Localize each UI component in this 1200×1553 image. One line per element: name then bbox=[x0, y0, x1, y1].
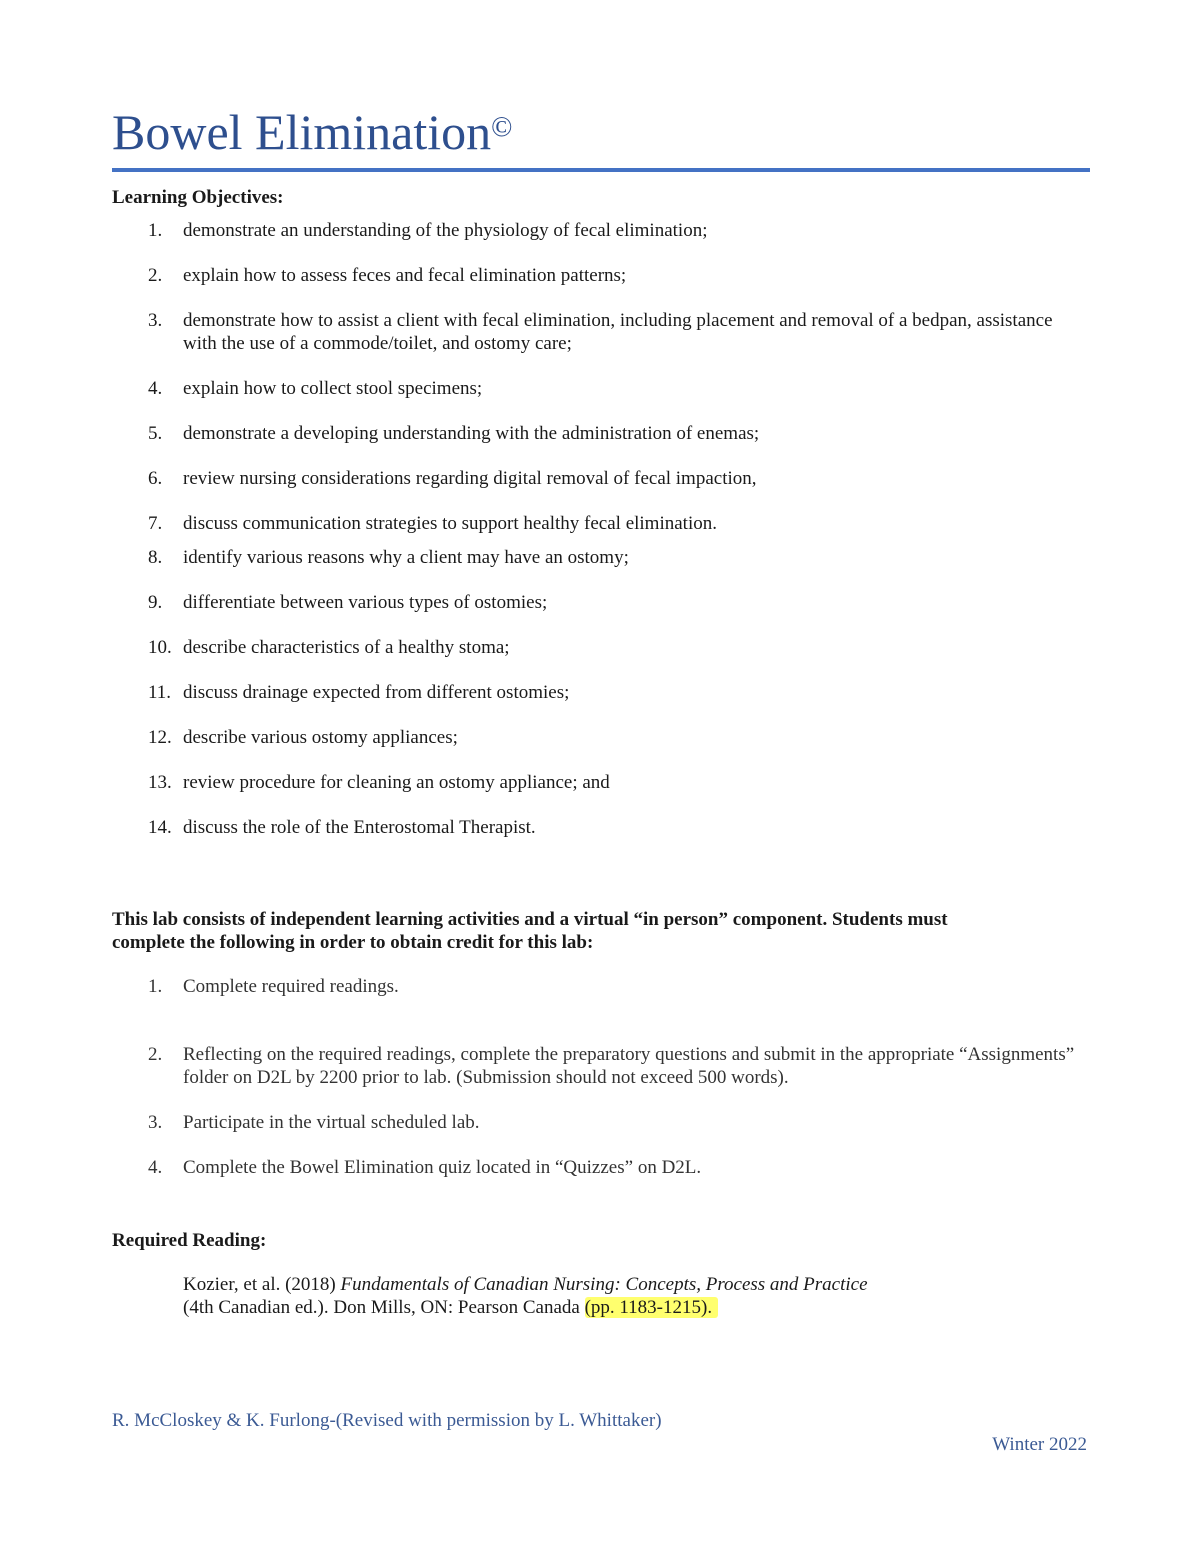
reference-publisher: (4th Canadian ed.). Don Mills, ON: Pearson Canada bbox=[183, 1297, 585, 1318]
lab-intro: This lab consists of independent learning activities and a virtual “in person” component. Students must complete the following in order to obtain credit for this lab: bbox=[112, 909, 948, 953]
objective-item-number: 9. bbox=[148, 592, 163, 613]
objective-item-number: 8. bbox=[148, 547, 163, 568]
objective-item-number: 4. bbox=[148, 378, 163, 399]
objective-item-text: demonstrate how to assist a client with fecal elimination, including placement and removal of a bedpan, assistance with the use of a commode/toilet, and ostomy care; bbox=[183, 310, 1053, 354]
objective-item-text: demonstrate a developing understanding with the administration of enemas; bbox=[183, 423, 760, 444]
objective-item-number: 10. bbox=[148, 637, 172, 658]
objective-item-number: 1. bbox=[148, 220, 163, 241]
requirement-item-text: Reflecting on the required readings, complete the preparatory questions and submit in the appropriate “Assignments” folder on D2L by 2200 prior to lab. (Submission should not exceed 500 words). bbox=[183, 1044, 1075, 1088]
objective-item-text: describe characteristics of a healthy stoma; bbox=[183, 637, 510, 658]
objective-item-number: 13. bbox=[148, 772, 172, 793]
requirement-item-number: 3. bbox=[148, 1112, 163, 1133]
title-rule bbox=[112, 168, 1090, 172]
page-title bbox=[112, 102, 512, 162]
objective-item-number: 2. bbox=[148, 265, 163, 286]
objective-item-text: review procedure for cleaning an ostomy appliance; and bbox=[183, 772, 610, 793]
objective-item-number: 12. bbox=[148, 727, 172, 748]
objective-item-text: identify various reasons why a client may have an ostomy; bbox=[183, 547, 629, 568]
objective-item-text: differentiate between various types of ostomies; bbox=[183, 592, 548, 613]
requirement-item-number: 1. bbox=[148, 976, 163, 997]
requirement-item-number: 2. bbox=[148, 1044, 163, 1065]
footer-authors: R. McCloskey & K. Furlong-(Revised with permission by L. Whittaker) bbox=[112, 1410, 662, 1431]
objective-item-text: discuss communication strategies to support healthy fecal elimination. bbox=[183, 513, 717, 534]
reference-book-title: Fundamentals of Canadian Nursing: Concepts, Process and Practice bbox=[340, 1274, 868, 1295]
objective-item-text: review nursing considerations regarding digital removal of fecal impaction, bbox=[183, 468, 757, 489]
learning-objectives-heading: Learning Objectives: bbox=[112, 187, 284, 208]
requirement-item-text: Complete required readings. bbox=[183, 976, 399, 997]
objective-item-text: explain how to collect stool specimens; bbox=[183, 378, 483, 399]
requirement-item-number: 4. bbox=[148, 1157, 163, 1178]
reference-pages: (pp. 1183-1215). bbox=[585, 1297, 719, 1318]
objective-item-text: discuss drainage expected from different ostomies; bbox=[183, 682, 570, 703]
objective-item-number: 3. bbox=[148, 310, 163, 331]
objective-item-number: 14. bbox=[148, 817, 172, 838]
copyright-symbol: © bbox=[491, 112, 513, 143]
objective-item-number: 11. bbox=[148, 682, 172, 703]
objective-item-number: 7. bbox=[148, 513, 163, 534]
title-text: Bowel Elimination bbox=[112, 104, 492, 160]
requirement-item-text: Participate in the virtual scheduled lab. bbox=[183, 1112, 480, 1133]
objective-item-text: demonstrate an understanding of the physiology of fecal elimination; bbox=[183, 220, 708, 241]
objective-item-text: explain how to assess feces and fecal elimination patterns; bbox=[183, 265, 627, 286]
objective-item-text: discuss the role of the Enterostomal Therapist. bbox=[183, 817, 536, 838]
reference-authors: Kozier, et al. (2018) bbox=[183, 1274, 341, 1295]
reading-reference bbox=[183, 1273, 983, 1319]
requirement-item-text: Complete the Bowel Elimination quiz located in “Quizzes” on D2L. bbox=[183, 1157, 702, 1178]
required-reading-heading: Required Reading: bbox=[112, 1230, 267, 1251]
footer-term: Winter 2022 bbox=[992, 1434, 1087, 1455]
objective-item-number: 5. bbox=[148, 423, 163, 444]
objective-item-number: 6. bbox=[148, 468, 163, 489]
objective-item-text: describe various ostomy appliances; bbox=[183, 727, 458, 748]
